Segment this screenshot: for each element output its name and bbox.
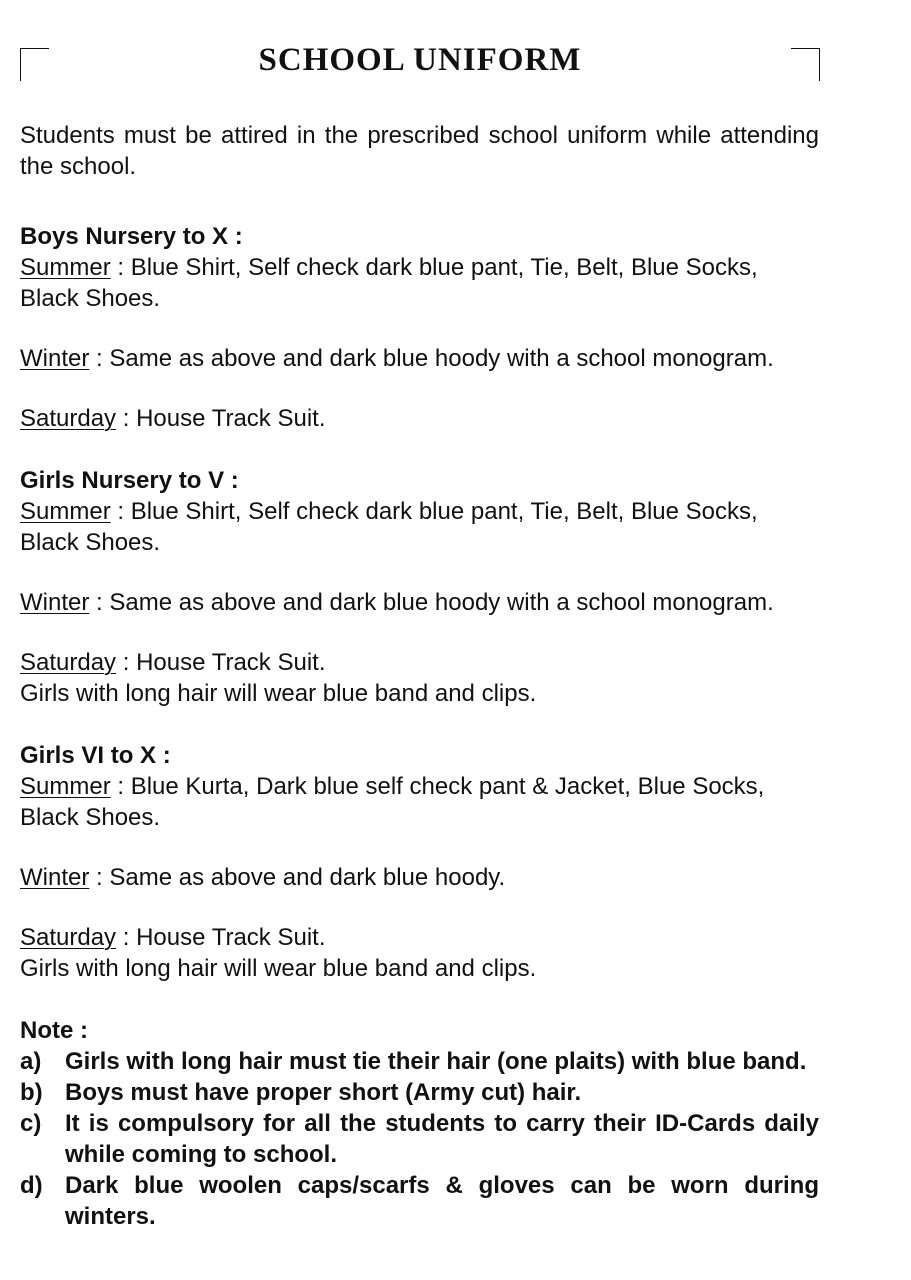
hair-instruction: Girls with long hair will wear blue band and clips. bbox=[20, 955, 537, 982]
summer-text: Blue Shirt, Self check dark blue pant, Tie, Belt, Blue Socks, Black Shoes. bbox=[20, 498, 758, 556]
summer-label: Summer bbox=[20, 254, 111, 281]
intro-paragraph: Students must be attired in the prescribed school uniform while attending the school. bbox=[20, 122, 819, 180]
winter-text: Same as above and dark blue hoody. bbox=[109, 864, 506, 891]
summer-text: Blue Shirt, Self check dark blue pant, Tie, Belt, Blue Socks, Black Shoes. bbox=[20, 254, 758, 312]
summer-label: Summer bbox=[20, 498, 111, 525]
saturday-line bbox=[20, 403, 819, 434]
summer-label: Summer bbox=[20, 773, 111, 800]
note-item bbox=[20, 1077, 819, 1108]
notes-list bbox=[20, 1046, 819, 1232]
note-text: Boys must have proper short (Army cut) hair. bbox=[65, 1079, 582, 1106]
summer-separator: : bbox=[110, 498, 131, 525]
section-heading: Girls Nursery to V : bbox=[20, 467, 239, 494]
saturday-text: House Track Suit. bbox=[136, 924, 326, 951]
notes-heading: Note : bbox=[20, 1017, 88, 1044]
summer-text: Blue Kurta, Dark blue self check pant & Jacket, Blue Socks, Black Shoes. bbox=[20, 773, 765, 831]
note-text: It is compulsory for all the students to carry their ID-Cards daily while coming to school. bbox=[65, 1110, 819, 1168]
saturday-line bbox=[20, 922, 819, 953]
winter-separator: : bbox=[89, 589, 110, 616]
saturday-text: House Track Suit. bbox=[136, 405, 326, 432]
hair-instruction: Girls with long hair will wear blue band and clips. bbox=[20, 680, 537, 707]
note-text: Girls with long hair must tie their hair (one plaits) with blue band. bbox=[65, 1048, 807, 1075]
note-marker: d) bbox=[20, 1172, 43, 1199]
saturday-text: House Track Suit. bbox=[136, 649, 326, 676]
summer-line bbox=[20, 496, 819, 558]
note-text: Dark blue woolen caps/scarfs & gloves can be worn during winters. bbox=[65, 1172, 819, 1230]
saturday-line bbox=[20, 647, 819, 678]
note-marker: b) bbox=[20, 1079, 43, 1106]
saturday-separator: : bbox=[116, 405, 137, 432]
winter-text: Same as above and dark blue hoody with a school monogram. bbox=[109, 589, 774, 616]
note-item bbox=[20, 1108, 819, 1170]
saturday-separator: : bbox=[116, 649, 137, 676]
saturday-label: Saturday bbox=[20, 405, 117, 432]
winter-separator: : bbox=[89, 864, 110, 891]
winter-line bbox=[20, 587, 819, 618]
notes-section bbox=[20, 1015, 819, 1232]
winter-text: Same as above and dark blue hoody with a school monogram. bbox=[109, 345, 774, 372]
section-heading: Boys Nursery to X : bbox=[20, 223, 243, 250]
note-marker: a) bbox=[20, 1048, 42, 1075]
note-item bbox=[20, 1170, 819, 1232]
note-marker: c) bbox=[20, 1110, 42, 1137]
page-title: SCHOOL UNIFORM bbox=[258, 42, 582, 78]
section-girls-nursery-to-v bbox=[20, 465, 819, 709]
section-heading: Girls VI to X : bbox=[20, 742, 171, 769]
winter-label: Winter bbox=[20, 589, 90, 616]
section-boys-nursery-to-x bbox=[20, 221, 819, 434]
document-body bbox=[20, 120, 819, 1232]
summer-separator: : bbox=[110, 254, 131, 281]
note-item bbox=[20, 1046, 819, 1077]
winter-separator: : bbox=[89, 345, 110, 372]
section-girls-vi-to-x bbox=[20, 740, 819, 984]
winter-label: Winter bbox=[20, 864, 90, 891]
saturday-separator: : bbox=[116, 924, 137, 951]
saturday-label: Saturday bbox=[20, 649, 117, 676]
winter-line bbox=[20, 343, 819, 374]
winter-label: Winter bbox=[20, 345, 90, 372]
summer-line bbox=[20, 252, 819, 314]
summer-separator: : bbox=[110, 773, 131, 800]
saturday-label: Saturday bbox=[20, 924, 117, 951]
summer-line bbox=[20, 771, 819, 833]
winter-line bbox=[20, 862, 819, 893]
